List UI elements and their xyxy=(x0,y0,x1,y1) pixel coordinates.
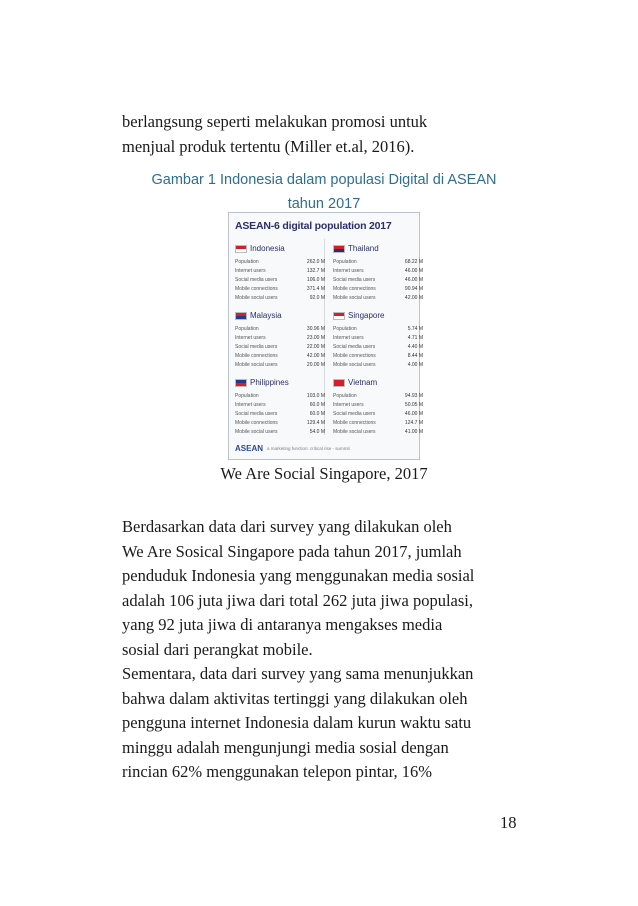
country-name: Philippines xyxy=(250,378,289,387)
stat-label: Mobile connections xyxy=(333,286,376,292)
stat-label: Internet users xyxy=(235,268,266,274)
stat-row xyxy=(333,352,425,360)
page-number: 18 xyxy=(500,813,517,832)
stat-row xyxy=(235,343,327,351)
asean-logo: ASEAN xyxy=(235,444,264,453)
stat-value: 4.71 M xyxy=(407,335,423,341)
stat-label: Internet users xyxy=(333,268,364,274)
stat-value: 371.4 M xyxy=(306,286,325,292)
stat-row xyxy=(235,401,327,409)
stat-row xyxy=(333,401,425,409)
text-line: bahwa dalam aktivitas tertinggi yang dilakukan oleh xyxy=(122,688,468,708)
stat-label: Population xyxy=(333,326,357,332)
stat-value: 60.0 M xyxy=(309,402,325,408)
stat-label: Population xyxy=(333,393,357,399)
stat-value: 46.00 M xyxy=(404,268,423,274)
text-line: Berdasarkan data dari survey yang dilakukan oleh xyxy=(122,517,452,536)
paragraph-activities xyxy=(122,662,526,785)
stat-label: Population xyxy=(235,259,259,265)
stat-value: 5.74 M xyxy=(407,326,423,332)
stat-label: Internet users xyxy=(235,402,266,408)
stat-row xyxy=(333,276,425,284)
stat-row xyxy=(235,334,327,342)
footer-text: a marketing function: critical rise - summit xyxy=(267,446,350,451)
country-name: Malaysia xyxy=(250,311,282,320)
stat-label: Population xyxy=(235,393,259,399)
infographic-title: ASEAN-6 digital population 2017 xyxy=(235,220,392,232)
stat-value: 60.0 M xyxy=(309,411,325,417)
indonesia-flag-icon xyxy=(235,245,247,253)
stat-row xyxy=(333,343,425,351)
country-block-indonesia xyxy=(235,243,327,313)
stat-row xyxy=(235,258,327,266)
text-line: berlangsung seperti melakukan promosi untuk xyxy=(122,112,428,131)
stat-value: 8.44 M xyxy=(407,353,423,359)
stat-label: Mobile social users xyxy=(333,362,376,368)
stat-value: 262.0 M xyxy=(306,259,325,265)
text-line: We Are Sosical Singapore pada tahun 2017, jumlah xyxy=(122,541,462,561)
stat-value: 42.00 M xyxy=(306,353,325,359)
text-line: adalah 106 juta jiwa dari total 262 juta jiwa populasi, xyxy=(122,590,473,610)
asean-digital-population-infographic xyxy=(228,212,423,460)
paragraph-survey-results xyxy=(122,515,526,662)
country-name: Singapore xyxy=(348,311,385,320)
stat-label: Social media users xyxy=(333,344,376,350)
country-block-thailand xyxy=(333,243,425,313)
stat-value: 23.00 M xyxy=(306,335,325,341)
stat-label: Mobile social users xyxy=(333,295,376,301)
stat-label: Internet users xyxy=(333,335,364,341)
stat-row xyxy=(333,361,425,369)
stat-value: 42.00 M xyxy=(404,295,423,301)
stat-label: Mobile connections xyxy=(333,353,376,359)
stat-row xyxy=(235,352,327,360)
stat-value: 41.00 M xyxy=(404,429,423,435)
text-line: yang 92 juta jiwa di antaranya mengakses media xyxy=(122,615,443,634)
stat-row xyxy=(333,294,425,302)
stat-value: 4.00 M xyxy=(407,362,423,368)
stat-row xyxy=(235,276,327,284)
figure-source: We Are Social Singapore, 2017 xyxy=(220,464,428,483)
stat-row xyxy=(235,428,327,436)
stat-label: Mobile connections xyxy=(235,286,278,292)
text-line: sosial dari perangkat mobile. xyxy=(122,639,313,659)
country-block-philippines xyxy=(235,377,327,447)
stat-row xyxy=(333,258,425,266)
text-line: Sementara, data dari survey yang sama menunjukkan xyxy=(122,664,474,683)
stat-label: Social media users xyxy=(235,344,278,350)
text-line: pengguna internet Indonesia dalam kurun waktu satu xyxy=(122,713,472,732)
stat-label: Mobile connections xyxy=(333,420,376,426)
stat-label: Internet users xyxy=(235,335,266,341)
stat-value: 132.7 M xyxy=(306,268,325,274)
stat-row xyxy=(333,285,425,293)
stat-value: 92.0 M xyxy=(309,295,325,301)
stat-label: Mobile social users xyxy=(235,295,278,301)
stat-value: 22.00 M xyxy=(306,344,325,350)
stat-row xyxy=(333,325,425,333)
stat-value: 46.00 M xyxy=(404,277,423,283)
stat-value: 4.40 M xyxy=(407,344,423,350)
stat-row xyxy=(235,267,327,275)
stat-value: 54.0 M xyxy=(309,429,325,435)
country-block-malaysia xyxy=(235,310,327,380)
malaysia-flag-icon xyxy=(235,312,247,320)
stat-row xyxy=(235,294,327,302)
stat-row xyxy=(333,428,425,436)
stat-label: Mobile connections xyxy=(235,353,278,359)
stat-label: Population xyxy=(235,326,259,332)
stat-value: 50.05 M xyxy=(404,402,423,408)
stat-value: 106.0 M xyxy=(306,277,325,283)
text-line: penduduk Indonesia yang menggunakan media sosial xyxy=(122,566,475,585)
stat-value: 46.00 M xyxy=(404,411,423,417)
stat-label: Mobile social users xyxy=(333,429,376,435)
country-name: Vietnam xyxy=(348,378,378,387)
stat-value: 68.22 M xyxy=(404,259,423,265)
stat-label: Social media users xyxy=(333,411,376,417)
stat-label: Social media users xyxy=(235,277,278,283)
stat-row xyxy=(235,419,327,427)
country-name: Indonesia xyxy=(250,244,285,253)
singapore-flag-icon xyxy=(333,312,345,320)
philippines-flag-icon xyxy=(235,379,247,387)
stat-row xyxy=(333,334,425,342)
stat-value: 129.4 M xyxy=(306,420,325,426)
stat-value: 90.94 M xyxy=(404,286,423,292)
country-block-vietnam xyxy=(333,377,425,447)
stat-row xyxy=(235,392,327,400)
top-paragraph xyxy=(122,110,526,159)
text-line: minggu adalah mengunjungi media sosial dengan xyxy=(122,737,449,757)
caption-line: Gambar 1 Indonesia dalam populasi Digital di ASEAN xyxy=(151,172,497,188)
stat-value: 124.7 M xyxy=(404,420,423,426)
stat-label: Mobile social users xyxy=(235,362,278,368)
stat-row xyxy=(235,285,327,293)
stat-row xyxy=(333,419,425,427)
stat-row xyxy=(235,361,327,369)
stat-value: 30.96 M xyxy=(306,326,325,332)
vietnam-flag-icon xyxy=(333,379,345,387)
stat-label: Mobile connections xyxy=(235,420,278,426)
stat-row xyxy=(235,410,327,418)
thailand-flag-icon xyxy=(333,245,345,253)
caption-line: tahun 2017 xyxy=(287,196,361,212)
country-block-singapore xyxy=(333,310,425,380)
text-line: rincian 62% menggunakan telepon pintar, 16% xyxy=(122,762,432,781)
stat-value: 20.00 M xyxy=(306,362,325,368)
stat-row xyxy=(333,267,425,275)
figure-caption xyxy=(122,168,526,216)
stat-row xyxy=(333,392,425,400)
stat-value: 103.0 M xyxy=(306,393,325,399)
stat-label: Mobile social users xyxy=(235,429,278,435)
stat-value: 94.93 M xyxy=(404,393,423,399)
stat-label: Population xyxy=(333,259,357,265)
infographic-footer xyxy=(235,444,350,453)
stat-row xyxy=(333,410,425,418)
stat-label: Social media users xyxy=(333,277,376,283)
stat-row xyxy=(235,325,327,333)
stat-label: Internet users xyxy=(333,402,364,408)
country-name: Thailand xyxy=(348,244,379,253)
stat-label: Social media users xyxy=(235,411,278,417)
text-line: menjual produk tertentu (Miller et.al, 2016). xyxy=(122,136,415,156)
